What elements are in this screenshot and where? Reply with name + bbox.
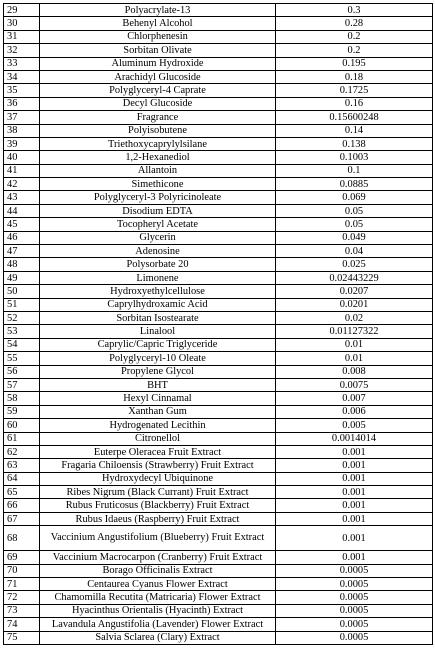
ingredient-name-cell: Citronellol bbox=[40, 432, 276, 445]
ingredient-name-cell: Polysorbate 20 bbox=[40, 258, 276, 271]
ingredient-name-cell: Fragrance bbox=[40, 111, 276, 124]
row-number-cell: 58 bbox=[4, 392, 40, 405]
row-number-cell: 60 bbox=[4, 419, 40, 432]
concentration-cell: 0.0005 bbox=[276, 604, 433, 617]
table-row bbox=[4, 631, 433, 644]
row-number-cell: 55 bbox=[4, 352, 40, 365]
concentration-cell: 0.3 bbox=[276, 4, 433, 17]
row-number-cell: 39 bbox=[4, 137, 40, 150]
concentration-cell: 0.2 bbox=[276, 44, 433, 57]
ingredient-name-cell: Vaccinium Angustifolium (Blueberry) Fruit Extract bbox=[40, 526, 276, 551]
row-number-cell: 42 bbox=[4, 178, 40, 191]
table-row bbox=[4, 57, 433, 70]
ingredient-name-cell: Triethoxycaprylylsilane bbox=[40, 137, 276, 150]
row-number-cell: 46 bbox=[4, 231, 40, 244]
table-row bbox=[4, 84, 433, 97]
table-row bbox=[4, 4, 433, 17]
ingredient-name-cell: Tocopheryl Acetate bbox=[40, 218, 276, 231]
concentration-cell: 0.025 bbox=[276, 258, 433, 271]
row-number-cell: 57 bbox=[4, 378, 40, 391]
concentration-cell: 0.0005 bbox=[276, 631, 433, 644]
concentration-cell: 0.0005 bbox=[276, 578, 433, 591]
ingredient-table-body bbox=[4, 4, 433, 645]
table-row bbox=[4, 245, 433, 258]
ingredient-name-cell: Aluminum Hydroxide bbox=[40, 57, 276, 70]
table-row bbox=[4, 124, 433, 137]
concentration-cell: 0.1725 bbox=[276, 84, 433, 97]
table-row bbox=[4, 564, 433, 577]
table-row bbox=[4, 499, 433, 512]
ingredient-name-cell: Decyl Glucoside bbox=[40, 97, 276, 110]
concentration-cell: 0.0075 bbox=[276, 378, 433, 391]
table-row bbox=[4, 405, 433, 418]
row-number-cell: 69 bbox=[4, 551, 40, 564]
table-row bbox=[4, 151, 433, 164]
row-number-cell: 66 bbox=[4, 499, 40, 512]
ingredient-name-cell: Ribes Nigrum (Black Currant) Fruit Extract bbox=[40, 486, 276, 499]
ingredient-table-container bbox=[3, 3, 432, 645]
ingredient-table bbox=[3, 3, 433, 645]
ingredient-name-cell: Caprylhydroxamic Acid bbox=[40, 298, 276, 311]
concentration-cell: 0.001 bbox=[276, 512, 433, 525]
table-row bbox=[4, 591, 433, 604]
ingredient-name-cell: Arachidyl Glucoside bbox=[40, 70, 276, 83]
table-row bbox=[4, 311, 433, 324]
ingredient-name-cell: Centaurea Cyanus Flower Extract bbox=[40, 578, 276, 591]
row-number-cell: 50 bbox=[4, 285, 40, 298]
row-number-cell: 75 bbox=[4, 631, 40, 644]
concentration-cell: 0.01127322 bbox=[276, 325, 433, 338]
table-row bbox=[4, 365, 433, 378]
table-row bbox=[4, 378, 433, 391]
ingredient-name-cell: Behenyl Alcohol bbox=[40, 17, 276, 30]
table-row bbox=[4, 204, 433, 217]
table-row bbox=[4, 512, 433, 525]
concentration-cell: 0.001 bbox=[276, 526, 433, 551]
row-number-cell: 36 bbox=[4, 97, 40, 110]
ingredient-name-cell: Sorbitan Isostearate bbox=[40, 311, 276, 324]
ingredient-name-cell: Euterpe Oleracea Fruit Extract bbox=[40, 445, 276, 458]
ingredient-name-cell: Lavandula Angustifolia (Lavender) Flower Extract bbox=[40, 618, 276, 631]
table-row bbox=[4, 419, 433, 432]
row-number-cell: 43 bbox=[4, 191, 40, 204]
row-number-cell: 52 bbox=[4, 311, 40, 324]
table-row bbox=[4, 325, 433, 338]
concentration-cell: 0.0207 bbox=[276, 285, 433, 298]
ingredient-name-cell: Hydroxydecyl Ubiquinone bbox=[40, 472, 276, 485]
row-number-cell: 71 bbox=[4, 578, 40, 591]
table-row bbox=[4, 44, 433, 57]
table-row bbox=[4, 258, 433, 271]
ingredient-name-cell: BHT bbox=[40, 378, 276, 391]
table-row bbox=[4, 432, 433, 445]
row-number-cell: 74 bbox=[4, 618, 40, 631]
concentration-cell: 0.005 bbox=[276, 419, 433, 432]
concentration-cell: 0.0014014 bbox=[276, 432, 433, 445]
concentration-cell: 0.0201 bbox=[276, 298, 433, 311]
concentration-cell: 0.01 bbox=[276, 338, 433, 351]
row-number-cell: 62 bbox=[4, 445, 40, 458]
concentration-cell: 0.049 bbox=[276, 231, 433, 244]
table-row bbox=[4, 178, 433, 191]
ingredient-name-cell: Chamomilla Recutita (Matricaria) Flower Extract bbox=[40, 591, 276, 604]
ingredient-name-cell: Rubus Fruticosus (Blackberry) Fruit Extract bbox=[40, 499, 276, 512]
ingredient-name-cell: Sorbitan Olivate bbox=[40, 44, 276, 57]
row-number-cell: 72 bbox=[4, 591, 40, 604]
ingredient-name-cell: Vaccinium Macrocarpon (Cranberry) Fruit Extract bbox=[40, 551, 276, 564]
table-row bbox=[4, 17, 433, 30]
concentration-cell: 0.069 bbox=[276, 191, 433, 204]
table-row bbox=[4, 526, 433, 551]
concentration-cell: 0.2 bbox=[276, 30, 433, 43]
table-row bbox=[4, 111, 433, 124]
ingredient-name-cell: Polyglyceryl-3 Polyricinoleate bbox=[40, 191, 276, 204]
table-row bbox=[4, 352, 433, 365]
row-number-cell: 38 bbox=[4, 124, 40, 137]
row-number-cell: 73 bbox=[4, 604, 40, 617]
table-row bbox=[4, 392, 433, 405]
row-number-cell: 54 bbox=[4, 338, 40, 351]
concentration-cell: 0.04 bbox=[276, 245, 433, 258]
concentration-cell: 0.16 bbox=[276, 97, 433, 110]
ingredient-name-cell: Caprylic/Capric Triglyceride bbox=[40, 338, 276, 351]
ingredient-name-cell: Glycerin bbox=[40, 231, 276, 244]
ingredient-name-cell: Allantoin bbox=[40, 164, 276, 177]
ingredient-name-cell: Disodium EDTA bbox=[40, 204, 276, 217]
concentration-cell: 0.14 bbox=[276, 124, 433, 137]
ingredient-name-cell: Fragaria Chiloensis (Strawberry) Fruit Extract bbox=[40, 459, 276, 472]
table-row bbox=[4, 459, 433, 472]
row-number-cell: 41 bbox=[4, 164, 40, 177]
concentration-cell: 0.001 bbox=[276, 445, 433, 458]
table-row bbox=[4, 338, 433, 351]
row-number-cell: 40 bbox=[4, 151, 40, 164]
concentration-cell: 0.0005 bbox=[276, 591, 433, 604]
concentration-cell: 0.001 bbox=[276, 499, 433, 512]
concentration-cell: 0.02443229 bbox=[276, 271, 433, 284]
ingredient-name-cell: Rubus Idaeus (Raspberry) Fruit Extract bbox=[40, 512, 276, 525]
concentration-cell: 0.0885 bbox=[276, 178, 433, 191]
ingredient-name-cell: Chlorphenesin bbox=[40, 30, 276, 43]
ingredient-name-cell: Polyisobutene bbox=[40, 124, 276, 137]
table-row bbox=[4, 271, 433, 284]
concentration-cell: 0.138 bbox=[276, 137, 433, 150]
ingredient-name-cell: Limonene bbox=[40, 271, 276, 284]
table-row bbox=[4, 298, 433, 311]
table-row bbox=[4, 191, 433, 204]
ingredient-name-cell: 1,2-Hexanediol bbox=[40, 151, 276, 164]
row-number-cell: 49 bbox=[4, 271, 40, 284]
concentration-cell: 0.006 bbox=[276, 405, 433, 418]
ingredient-name-cell: Linalool bbox=[40, 325, 276, 338]
row-number-cell: 51 bbox=[4, 298, 40, 311]
ingredient-name-cell: Polyacrylate-13 bbox=[40, 4, 276, 17]
ingredient-name-cell: Xanthan Gum bbox=[40, 405, 276, 418]
ingredient-name-cell: Simethicone bbox=[40, 178, 276, 191]
row-number-cell: 48 bbox=[4, 258, 40, 271]
table-row bbox=[4, 604, 433, 617]
ingredient-name-cell: Adenosine bbox=[40, 245, 276, 258]
concentration-cell: 0.195 bbox=[276, 57, 433, 70]
table-row bbox=[4, 97, 433, 110]
concentration-cell: 0.001 bbox=[276, 472, 433, 485]
concentration-cell: 0.001 bbox=[276, 486, 433, 499]
concentration-cell: 0.008 bbox=[276, 365, 433, 378]
row-number-cell: 59 bbox=[4, 405, 40, 418]
concentration-cell: 0.02 bbox=[276, 311, 433, 324]
ingredient-name-cell: Hydrogenated Lecithin bbox=[40, 419, 276, 432]
concentration-cell: 0.18 bbox=[276, 70, 433, 83]
table-row bbox=[4, 137, 433, 150]
concentration-cell: 0.28 bbox=[276, 17, 433, 30]
row-number-cell: 34 bbox=[4, 70, 40, 83]
row-number-cell: 53 bbox=[4, 325, 40, 338]
table-row bbox=[4, 472, 433, 485]
row-number-cell: 67 bbox=[4, 512, 40, 525]
row-number-cell: 45 bbox=[4, 218, 40, 231]
concentration-cell: 0.05 bbox=[276, 218, 433, 231]
table-row bbox=[4, 445, 433, 458]
row-number-cell: 44 bbox=[4, 204, 40, 217]
table-row bbox=[4, 618, 433, 631]
ingredient-name-cell: Propylene Glycol bbox=[40, 365, 276, 378]
ingredient-name-cell: Salvia Sclarea (Clary) Extract bbox=[40, 631, 276, 644]
table-row bbox=[4, 551, 433, 564]
row-number-cell: 35 bbox=[4, 84, 40, 97]
table-row bbox=[4, 578, 433, 591]
row-number-cell: 33 bbox=[4, 57, 40, 70]
row-number-cell: 63 bbox=[4, 459, 40, 472]
concentration-cell: 0.001 bbox=[276, 459, 433, 472]
table-row bbox=[4, 486, 433, 499]
row-number-cell: 65 bbox=[4, 486, 40, 499]
ingredient-name-cell: Borago Officinalis Extract bbox=[40, 564, 276, 577]
concentration-cell: 0.007 bbox=[276, 392, 433, 405]
concentration-cell: 0.01 bbox=[276, 352, 433, 365]
table-row bbox=[4, 164, 433, 177]
row-number-cell: 37 bbox=[4, 111, 40, 124]
table-row bbox=[4, 231, 433, 244]
row-number-cell: 68 bbox=[4, 526, 40, 551]
concentration-cell: 0.0005 bbox=[276, 564, 433, 577]
row-number-cell: 32 bbox=[4, 44, 40, 57]
row-number-cell: 31 bbox=[4, 30, 40, 43]
ingredient-name-cell: Hyacinthus Orientalis (Hyacinth) Extract bbox=[40, 604, 276, 617]
row-number-cell: 30 bbox=[4, 17, 40, 30]
table-row bbox=[4, 30, 433, 43]
row-number-cell: 61 bbox=[4, 432, 40, 445]
concentration-cell: 0.1 bbox=[276, 164, 433, 177]
ingredient-name-cell: Polyglyceryl-4 Caprate bbox=[40, 84, 276, 97]
row-number-cell: 70 bbox=[4, 564, 40, 577]
concentration-cell: 0.05 bbox=[276, 204, 433, 217]
row-number-cell: 56 bbox=[4, 365, 40, 378]
concentration-cell: 0.001 bbox=[276, 551, 433, 564]
row-number-cell: 64 bbox=[4, 472, 40, 485]
table-row bbox=[4, 70, 433, 83]
row-number-cell: 29 bbox=[4, 4, 40, 17]
concentration-cell: 0.1003 bbox=[276, 151, 433, 164]
table-row bbox=[4, 218, 433, 231]
ingredient-name-cell: Hexyl Cinnamal bbox=[40, 392, 276, 405]
concentration-cell: 0.15600248 bbox=[276, 111, 433, 124]
row-number-cell: 47 bbox=[4, 245, 40, 258]
concentration-cell: 0.0005 bbox=[276, 618, 433, 631]
table-row bbox=[4, 285, 433, 298]
ingredient-name-cell: Hydroxyethylcellulose bbox=[40, 285, 276, 298]
ingredient-name-cell: Polyglyceryl-10 Oleate bbox=[40, 352, 276, 365]
